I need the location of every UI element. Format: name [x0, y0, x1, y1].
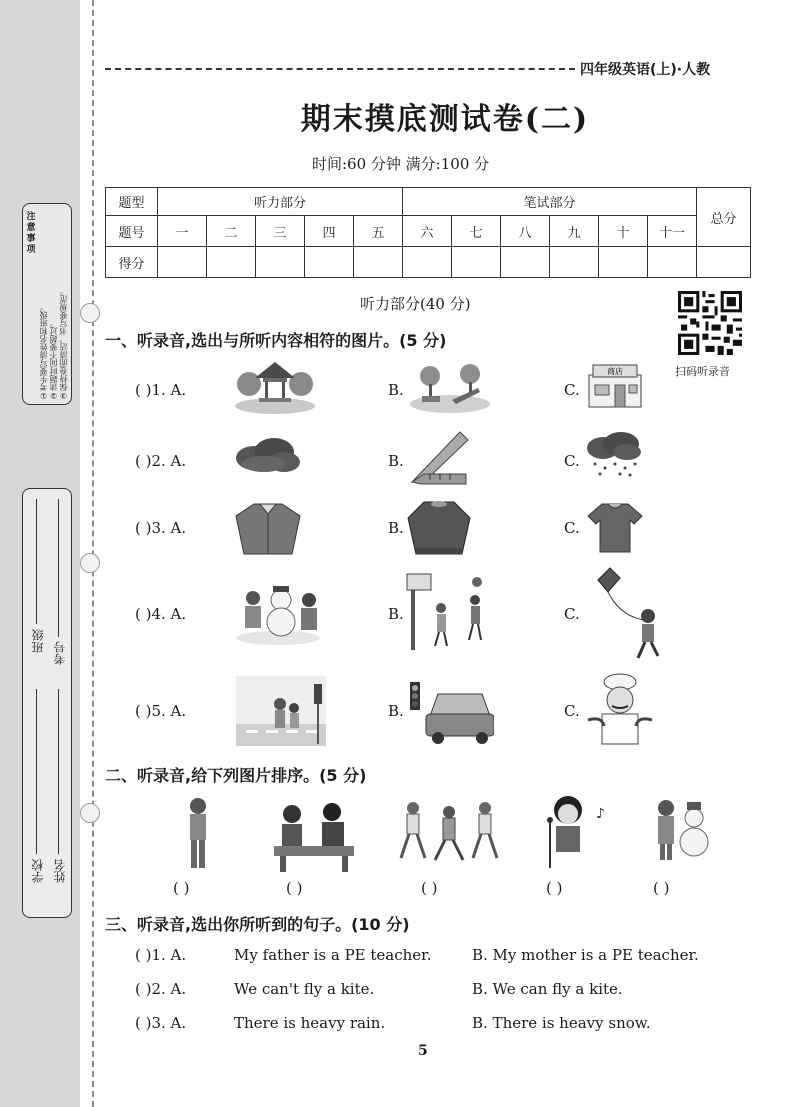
- row-label-number: 题号: [106, 216, 158, 247]
- q3-option-b-label: B.: [388, 519, 404, 537]
- girl-snowman-picture[interactable]: [650, 792, 714, 866]
- question-number: 三: [256, 216, 305, 247]
- cloud-picture[interactable]: [232, 434, 302, 476]
- order-blank-2[interactable]: ( ): [286, 879, 303, 897]
- q1-number: ( )1. A.: [135, 381, 187, 399]
- notes-box: [22, 203, 72, 405]
- score-cell[interactable]: [452, 247, 501, 278]
- q4-number: ( )4. A.: [135, 605, 187, 623]
- q2-option-b-label: B.: [388, 452, 404, 470]
- score-cell[interactable]: [501, 247, 550, 278]
- q1-option-c-label: C.: [564, 381, 580, 399]
- q4-option-c-label: C.: [564, 605, 580, 623]
- score-cell[interactable]: [207, 247, 256, 278]
- score-table: [105, 187, 751, 278]
- cook-picture[interactable]: [584, 672, 656, 748]
- s3-q3-option-a[interactable]: There is heavy rain.: [234, 1014, 386, 1032]
- punch-hole: [80, 553, 100, 573]
- punch-hole: [80, 803, 100, 823]
- exam-no-label: 考号: [53, 641, 67, 665]
- score-cell[interactable]: [550, 247, 599, 278]
- q5-number: ( )5. A.: [135, 702, 187, 720]
- score-cell[interactable]: [599, 247, 648, 278]
- rain-cloud-picture[interactable]: [583, 430, 645, 480]
- sweater-picture[interactable]: [406, 498, 472, 558]
- kids-drawing-picture[interactable]: [272, 800, 356, 872]
- q4-option-b-label: B.: [388, 605, 404, 623]
- park-pavilion-picture[interactable]: [233, 358, 317, 416]
- s3-q1-option-a[interactable]: My father is a PE teacher.: [234, 946, 432, 964]
- punch-hole: [80, 303, 100, 323]
- question-number: 七: [452, 216, 501, 247]
- class-label: 班级: [31, 629, 45, 653]
- header-rule: [105, 68, 575, 70]
- notes-items: [39, 204, 69, 400]
- score-cell[interactable]: [354, 247, 403, 278]
- snowman-kids-picture[interactable]: [233, 576, 323, 646]
- order-blank-5[interactable]: ( ): [653, 879, 670, 897]
- grade-tag: 四年级英语(上)·人教: [580, 62, 711, 78]
- qr-code-icon[interactable]: [678, 291, 742, 355]
- singing-boy-picture[interactable]: [538, 792, 610, 870]
- crossing-street-picture[interactable]: [236, 676, 326, 746]
- writing-part-label: 笔试部分: [403, 188, 697, 216]
- listening-part-label: 听力部分: [158, 188, 403, 216]
- class-field[interactable]: [36, 499, 37, 624]
- time-score-info: 时间:60 分钟 满分:100 分: [312, 155, 490, 173]
- s3-q2-option-b[interactable]: B. We can fly a kite.: [472, 980, 623, 998]
- q2-option-c-label: C.: [564, 452, 580, 470]
- row-label-score: 得分: [106, 247, 158, 278]
- question-number: 四: [305, 216, 354, 247]
- student-info-box: [22, 488, 72, 918]
- score-cell[interactable]: [158, 247, 207, 278]
- question-number: 一: [158, 216, 207, 247]
- qr-label: 扫码听录音: [675, 365, 730, 378]
- question-number: 六: [403, 216, 452, 247]
- playground-picture[interactable]: [408, 360, 492, 416]
- score-cell[interactable]: [256, 247, 305, 278]
- score-cell[interactable]: [305, 247, 354, 278]
- question-number: 八: [501, 216, 550, 247]
- page-number: 5: [418, 1043, 428, 1059]
- name-field[interactable]: [58, 689, 59, 854]
- school-label: 学校: [31, 859, 45, 883]
- kite-flying-picture[interactable]: [590, 566, 666, 662]
- s3-q2-option-a[interactable]: We can't fly a kite.: [234, 980, 375, 998]
- question-number: 九: [550, 216, 599, 247]
- listening-heading: 听力部分(40 分): [360, 295, 471, 313]
- note-item: ①考生要写清姓名和班级。: [39, 303, 48, 400]
- basketball-picture[interactable]: [405, 570, 495, 654]
- question-number: 十: [599, 216, 648, 247]
- s3-q3-number: ( )3. A.: [135, 1014, 187, 1032]
- notes-title: 注意事项: [26, 212, 36, 255]
- q2-number: ( )2. A.: [135, 452, 187, 470]
- row-label-type: 题型: [106, 188, 158, 216]
- s3-q2-number: ( )2. A.: [135, 980, 187, 998]
- ruler-picture[interactable]: [408, 426, 472, 486]
- order-blank-4[interactable]: ( ): [546, 879, 563, 897]
- shirt-picture[interactable]: [234, 500, 302, 558]
- name-label: 姓名: [53, 859, 67, 883]
- note-item: ②读题时间不要超过。: [49, 319, 58, 400]
- q5-option-b-label: B.: [388, 702, 404, 720]
- s3-q1-number: ( )1. A.: [135, 946, 187, 964]
- page-title: 期末摸底测试卷(二): [300, 102, 590, 137]
- boy-standing-picture[interactable]: [180, 796, 216, 872]
- q3-option-c-label: C.: [564, 519, 580, 537]
- school-field[interactable]: [36, 689, 37, 854]
- score-cell[interactable]: [697, 247, 751, 278]
- s3-q3-option-b[interactable]: B. There is heavy snow.: [472, 1014, 651, 1032]
- question-number: 五: [354, 216, 403, 247]
- t-shirt-picture[interactable]: [586, 500, 644, 554]
- total-label: 总分: [697, 188, 751, 247]
- order-blank-1[interactable]: ( ): [173, 879, 190, 897]
- q3-number: ( )3. A.: [135, 519, 187, 537]
- exam-no-field[interactable]: [58, 499, 59, 637]
- section3-heading: 三、听录音,选出你所听到的句子。(10 分): [105, 915, 410, 934]
- svg-text:♪: ♪: [596, 806, 605, 822]
- score-cell[interactable]: [648, 247, 697, 278]
- q5-option-c-label: C.: [564, 702, 580, 720]
- shop-picture[interactable]: [585, 363, 645, 409]
- note-item: ③保持卷面清洁，书写要规范。: [59, 287, 68, 400]
- order-blank-3[interactable]: ( ): [421, 879, 438, 897]
- question-number: 十一: [648, 216, 697, 247]
- question-number: 二: [207, 216, 256, 247]
- section2-heading: 二、听录音,给下列图片排序。(5 分): [105, 766, 367, 785]
- score-cell[interactable]: [403, 247, 452, 278]
- section1-heading: 一、听录音,选出与所听内容相符的图片。(5 分): [105, 331, 447, 350]
- car-traffic-light-picture[interactable]: [408, 676, 494, 746]
- shop-sign-text: 商店: [607, 367, 623, 376]
- q1-option-b-label: B.: [388, 381, 404, 399]
- s3-q1-option-b[interactable]: B. My mother is a PE teacher.: [472, 946, 699, 964]
- martial-arts-picture[interactable]: [397, 798, 501, 864]
